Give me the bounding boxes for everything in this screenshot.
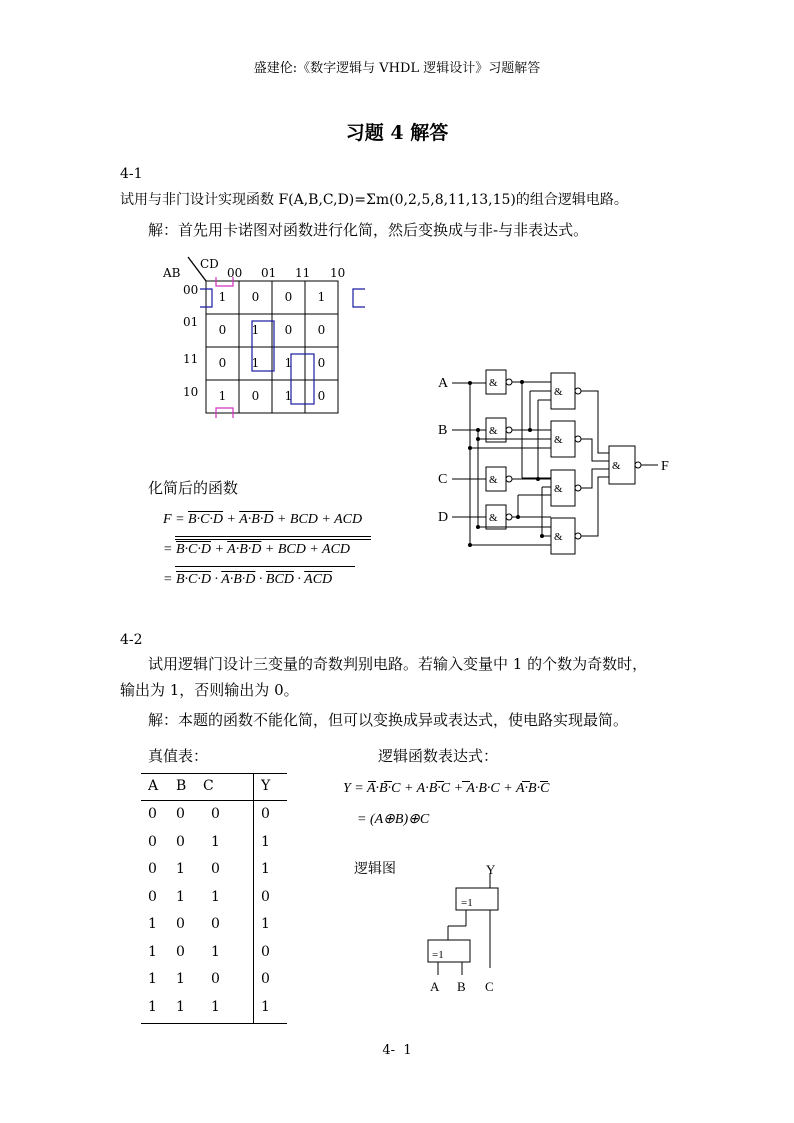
eq-term: A·B·D bbox=[227, 542, 262, 557]
kmap-cell: 1 bbox=[284, 356, 293, 370]
truth-header: C bbox=[203, 778, 214, 794]
truth-cell: 1 bbox=[211, 889, 220, 905]
truth-cell: 0 bbox=[148, 806, 157, 822]
problem-4-2-answer: 解：本题的函数不能化简，但可以变换成异或表达式，使电路实现最简。 bbox=[148, 711, 629, 729]
gate-symbol: & bbox=[489, 474, 498, 486]
kmap-col-label: 11 bbox=[295, 266, 311, 280]
karnaugh-map bbox=[160, 255, 370, 425]
gate-symbol: & bbox=[554, 531, 563, 543]
eq-lhs: F bbox=[163, 512, 172, 527]
expr-lhs: Y bbox=[343, 781, 351, 796]
eq-term: ACD bbox=[322, 542, 351, 557]
diagram-input-label: B bbox=[457, 979, 466, 994]
xor-gate-symbol: =1 bbox=[432, 949, 444, 961]
logic-diagram-label: 逻辑图 bbox=[354, 861, 396, 877]
gate-symbol: & bbox=[489, 512, 498, 524]
xor-gate-symbol: =1 bbox=[461, 897, 473, 909]
circuit-input-label: A bbox=[438, 376, 449, 391]
expression-label: 逻辑函数表达式： bbox=[378, 747, 499, 765]
truth-cell: 0 bbox=[148, 889, 157, 905]
kmap-cell: 0 bbox=[317, 356, 326, 370]
gate-symbol: & bbox=[612, 460, 621, 472]
circuit-input-label: B bbox=[438, 423, 448, 438]
truth-cell: 1 bbox=[148, 916, 157, 932]
expression-line-1: Y = A·B·C + A·B·C + A·B·C + A·B·C bbox=[343, 781, 550, 796]
kmap-row-label: 11 bbox=[183, 352, 199, 366]
kmap-cell: 0 bbox=[317, 323, 326, 337]
page-footer: 4- 1 bbox=[382, 1043, 412, 1058]
xor-logic-diagram bbox=[418, 860, 528, 1000]
truth-cell: 1 bbox=[148, 944, 157, 960]
expr-term: A·B·C bbox=[515, 781, 550, 796]
expression-line-2: = (A⊕B)⊕C bbox=[357, 812, 430, 827]
truth-table bbox=[141, 773, 287, 1025]
overline-bar bbox=[175, 536, 371, 537]
truth-cell: 1 bbox=[211, 834, 220, 850]
eq-term: $\overline{BCD}$ bbox=[265, 572, 294, 587]
truth-header: Y bbox=[261, 778, 271, 794]
truth-cell: 0 bbox=[261, 971, 270, 987]
truth-cell: 0 bbox=[176, 806, 185, 822]
kmap-row-label: 00 bbox=[183, 283, 199, 297]
truth-cell: 1 bbox=[176, 971, 185, 987]
kmap-cell: 1 bbox=[284, 389, 293, 403]
overline-bar bbox=[368, 781, 376, 782]
page-title: 习题 4 解答 bbox=[345, 122, 449, 144]
eq-term: ACD bbox=[334, 512, 363, 527]
gate-symbol: & bbox=[554, 434, 563, 446]
overline-bar bbox=[384, 781, 392, 782]
truth-cell: 0 bbox=[176, 834, 185, 850]
equation-line-3: = $B\cdot C\cdot D \cdot A\cdot B\cdot D \cdot \overline{BCD} \cdot \overline{ACD}$ bbox=[163, 572, 333, 587]
kmap-cell: 0 bbox=[251, 389, 260, 403]
eq-term: BCD bbox=[289, 512, 318, 527]
truth-cell: 0 bbox=[148, 861, 157, 877]
kmap-cell: 0 bbox=[251, 290, 260, 304]
overline-bar bbox=[436, 781, 444, 782]
truth-cell: 1 bbox=[148, 999, 157, 1015]
truth-cell: 1 bbox=[211, 999, 220, 1015]
problem-4-2-question-line2: 输出为 1，否则输出为 0。 bbox=[120, 681, 299, 699]
eq-term: BCD bbox=[277, 542, 306, 557]
simplified-function-label: 化简后的函数 bbox=[148, 479, 239, 497]
kmap-col-label: 01 bbox=[261, 266, 277, 280]
gate-symbol: & bbox=[489, 425, 498, 437]
eq-term: A·B·D bbox=[221, 572, 256, 587]
problem-4-1-question: 试用与非门设计实现函数 F(A,B,C,D)=Σm(0,2,5,8,11,13,15)的组合逻辑电路。 bbox=[120, 192, 628, 208]
page-header: 盛建伦:《数字逻辑与 VHDL 逻辑设计》习题解答 bbox=[253, 61, 541, 76]
overline-bar bbox=[462, 781, 470, 782]
gate-symbol: & bbox=[489, 377, 498, 389]
circuit-input-label: C bbox=[438, 472, 448, 487]
truth-cell: 0 bbox=[261, 806, 270, 822]
problem-number-4-2: 4-2 bbox=[120, 632, 143, 648]
expr-term: A·B·C bbox=[466, 781, 500, 796]
problem-number-4-1: 4-1 bbox=[120, 166, 143, 182]
expr-term: A·B·C bbox=[416, 781, 451, 796]
truth-cell: 0 bbox=[176, 916, 185, 932]
truth-cell: 1 bbox=[176, 889, 185, 905]
overline-bar bbox=[175, 539, 371, 540]
gate-symbol: & bbox=[554, 386, 563, 398]
truth-cell: 0 bbox=[211, 861, 220, 877]
problem-4-2-question-line1: 试用逻辑门设计三变量的奇数判别电路。若输入变量中 1 的个数为奇数时， bbox=[148, 655, 648, 673]
diagram-input-label: A bbox=[430, 979, 440, 994]
diagram-output-label: Y bbox=[486, 862, 496, 877]
overline-bar bbox=[522, 781, 530, 782]
truth-cell: 1 bbox=[261, 834, 270, 850]
kmap-col-label: 10 bbox=[330, 266, 346, 280]
truth-cell: 1 bbox=[261, 999, 270, 1015]
kmap-cell: 0 bbox=[317, 389, 326, 403]
truth-header: A bbox=[148, 778, 159, 794]
kmap-ab-label: AB bbox=[163, 266, 181, 280]
kmap-cell: 1 bbox=[218, 389, 227, 403]
truth-cell: 1 bbox=[261, 861, 270, 877]
nand-circuit-diagram bbox=[430, 355, 680, 560]
overline-bar bbox=[175, 566, 355, 567]
kmap-cell: 0 bbox=[284, 323, 293, 337]
truth-cell: 1 bbox=[176, 861, 185, 877]
eq-term: $\overline{ACD}$ bbox=[304, 572, 333, 587]
circuit-input-label: D bbox=[438, 510, 449, 525]
truth-table-label: 真值表： bbox=[148, 747, 209, 765]
truth-cell: 1 bbox=[148, 971, 157, 987]
truth-cell: 0 bbox=[176, 944, 185, 960]
overline-bar bbox=[540, 781, 548, 782]
problem-4-1-answer: 解：首先用卡诺图对函数进行化简，然后变换成与非-与非表达式。 bbox=[148, 221, 589, 239]
eq-term: A·B·D bbox=[239, 512, 274, 527]
kmap-col-label: 00 bbox=[227, 266, 243, 280]
truth-cell: 0 bbox=[211, 916, 220, 932]
truth-cell: 1 bbox=[211, 944, 220, 960]
kmap-cell: 1 bbox=[251, 323, 260, 337]
kmap-row-label: 10 bbox=[183, 385, 199, 399]
truth-cell: 0 bbox=[261, 944, 270, 960]
equation-line-1: F = B·C·D + A·B·D + BCD + ACD bbox=[163, 512, 363, 527]
truth-cell: 0 bbox=[261, 889, 270, 905]
diagram-input-label: C bbox=[485, 979, 494, 994]
expr-term: A·B·C bbox=[367, 781, 401, 796]
eq-term: B·C·D bbox=[188, 512, 224, 527]
eq-term: B·C·D bbox=[175, 572, 211, 587]
truth-header: B bbox=[176, 778, 187, 794]
gate-symbol: & bbox=[554, 483, 563, 495]
kmap-row-label: 01 bbox=[183, 315, 199, 329]
kmap-cell: 1 bbox=[218, 290, 227, 304]
truth-cell: 1 bbox=[261, 916, 270, 932]
truth-cell: 1 bbox=[176, 999, 185, 1015]
kmap-cell: 0 bbox=[284, 290, 293, 304]
truth-cell: 0 bbox=[148, 834, 157, 850]
equation-line-2: = B·C·D + A·B·D + BCD + ACD bbox=[163, 542, 351, 557]
kmap-cd-label: CD bbox=[200, 257, 219, 271]
eq-term: B·C·D bbox=[175, 542, 211, 557]
kmap-cell: 0 bbox=[218, 323, 227, 337]
kmap-cell: 0 bbox=[218, 356, 227, 370]
truth-cell: 0 bbox=[211, 806, 220, 822]
kmap-cell: 1 bbox=[317, 290, 326, 304]
kmap-cell: 1 bbox=[251, 356, 260, 370]
truth-cell: 0 bbox=[211, 971, 220, 987]
circuit-output-label: F bbox=[661, 459, 669, 474]
